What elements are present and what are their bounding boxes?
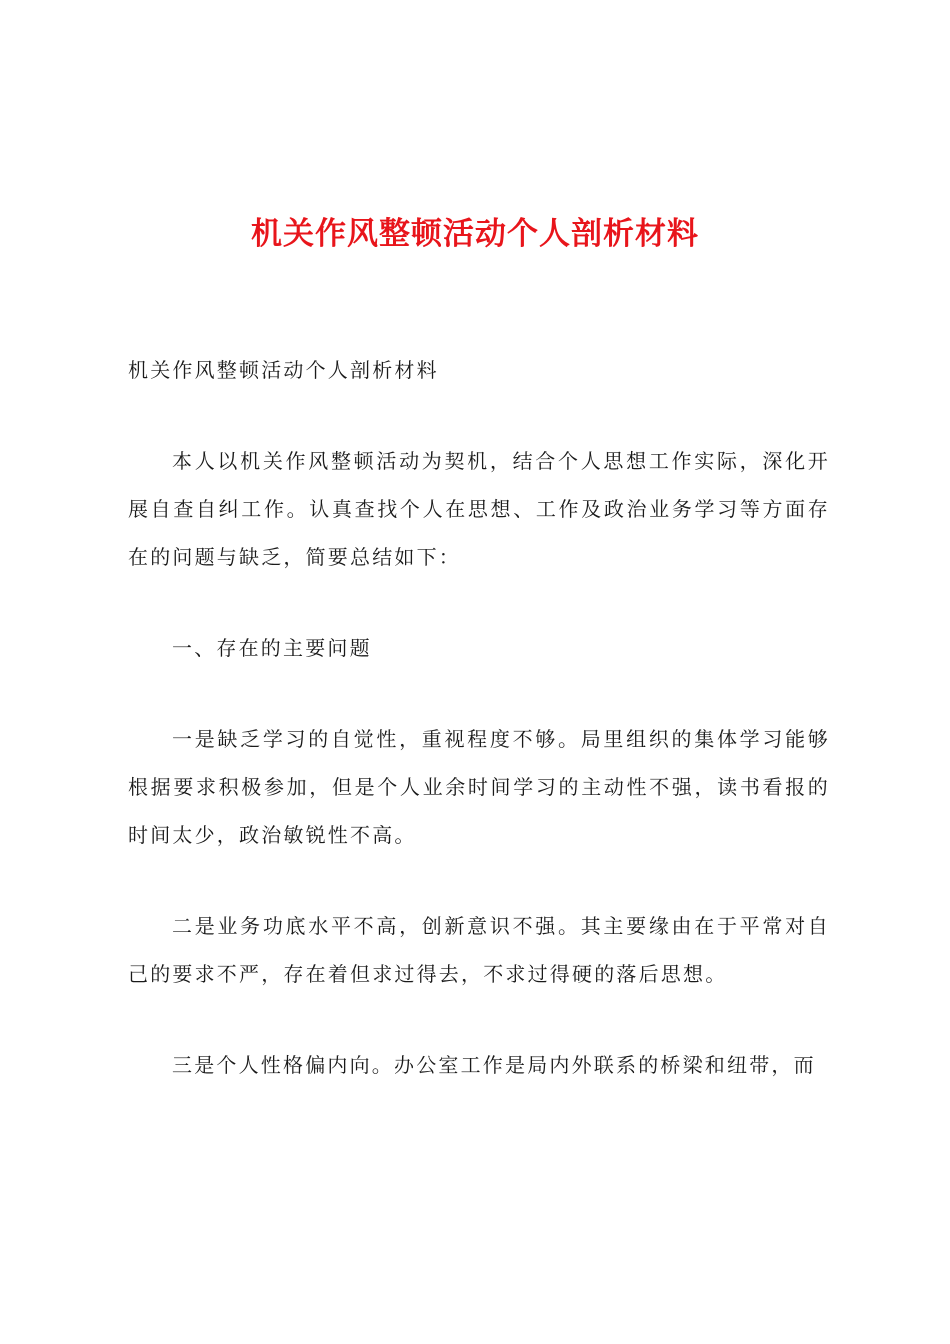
document-subtitle: 机关作风整顿活动个人剖析材料 [128, 358, 439, 382]
point-paragraph-2: 二是业务功底水平不高，创新意识不强。其主要缘由在于平常对自己的要求不严，存在着但求过得去，不求过得硬的落后思想。 [128, 914, 830, 986]
document-body [128, 346, 830, 1089]
point-paragraph-1: 一是缺乏学习的自觉性，重视程度不够。局里组织的集体学习能够根据要求积极参加，但是个人业余时间学习的主动性不强，读书看报的时间太少，政治敏锐性不高。 [128, 727, 830, 847]
section-heading: 一、存在的主要问题 [172, 636, 372, 660]
document-title: 机关作风整顿活动个人剖析材料 [251, 216, 699, 252]
point-paragraph-3: 三是个人性格偏内向。办公室工作是局内外联系的桥梁和纽带，而 [172, 1053, 816, 1077]
intro-paragraph: 本人以机关作风整顿活动为契机，结合个人思想工作实际，深化开展自查自纠工作。认真查找个人在思想、工作及政治业务学习等方面存在的问题与缺乏，简要总结如下： [128, 449, 830, 569]
